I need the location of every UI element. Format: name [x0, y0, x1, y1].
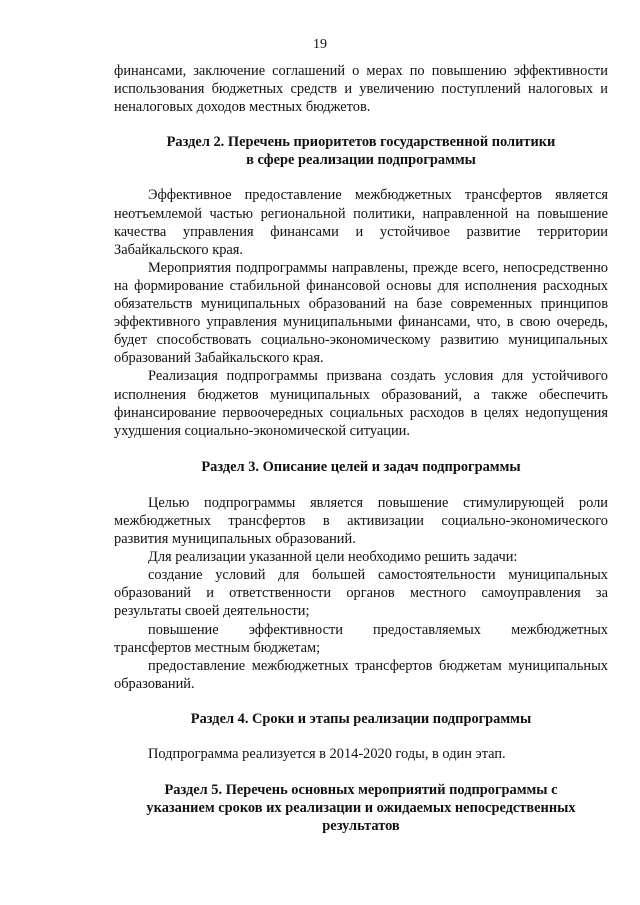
- section5-heading: [114, 781, 608, 835]
- section2-heading-line2: в сфере реализации подпрограммы: [246, 152, 476, 169]
- section5-heading-line1: Раздел 5. Перечень основных мероприятий подпрограммы с: [164, 782, 558, 799]
- section2-heading-line1: Раздел 2. Перечень приоритетов государственной политики: [166, 134, 556, 151]
- section3-paragraph: Целью подпрограммы является повышение стимулирующей роли межбюджетных трансфертов в активизации социально-экономического развития муниципальных образований.: [114, 494, 608, 548]
- section3-paragraph: Для реализации указанной цели необходимо решить задачи:: [148, 549, 518, 566]
- section3-task-item: создание условий для большей самостоятельности муниципальных образований и ответственности органов местного самоуправления за результаты своей деятельности;: [114, 567, 608, 620]
- section2-paragraph: Мероприятия подпрограммы направлены, прежде всего, непосредственно на формирование стабильной финансовой основы для исполнения расходных обязательств муниципальных образований на базе современных принципов эффективного управления муниципальными финансами, что, в свою очередь, будет способствовать социально-экономическому развитию муниципальных образований Забайкальского края.: [114, 259, 608, 367]
- section5-heading-line2: указанием сроков их реализации и ожидаемых непосредственных: [146, 800, 576, 817]
- section5-heading-line3: результатов: [322, 818, 400, 835]
- page-number: 19: [313, 37, 327, 52]
- section2-paragraph: Эффективное предоставление межбюджетных трансфертов является неотъемлемой частью региональной политики, направленной на повышение качества управления финансами и устойчивое развитие территории Забайкальского края.: [114, 187, 608, 258]
- section2-paragraph: Реализация подпрограммы призвана создать условия для устойчивого исполнения бюджетов муниципальных образований, а также обеспечить финансирование первоочередных социальных расходов в целях недопущения ухудшения социально-экономической ситуации.: [114, 368, 608, 439]
- section4-heading: Раздел 4. Сроки и этапы реализации подпрограммы: [190, 710, 532, 727]
- section3-task-item: предоставление межбюджетных трансфертов бюджетам муниципальных образований.: [114, 657, 608, 692]
- section4-paragraph: Подпрограмма реализуется в 2014-2020 годы, в один этап.: [148, 746, 506, 762]
- section2-heading: [114, 133, 608, 169]
- document-body: [114, 62, 608, 835]
- intro-paragraph: финансами, заключение соглашений о мерах по повышению эффективности использования бюджетных средств и увеличению поступлений налоговых и неналоговых доходов местных бюджетов.: [114, 63, 608, 116]
- section3-task-item: повышение эффективности предоставляемых межбюджетных трансфертов местным бюджетам;: [114, 621, 608, 656]
- section3-heading: Раздел 3. Описание целей и задач подпрограммы: [201, 458, 521, 475]
